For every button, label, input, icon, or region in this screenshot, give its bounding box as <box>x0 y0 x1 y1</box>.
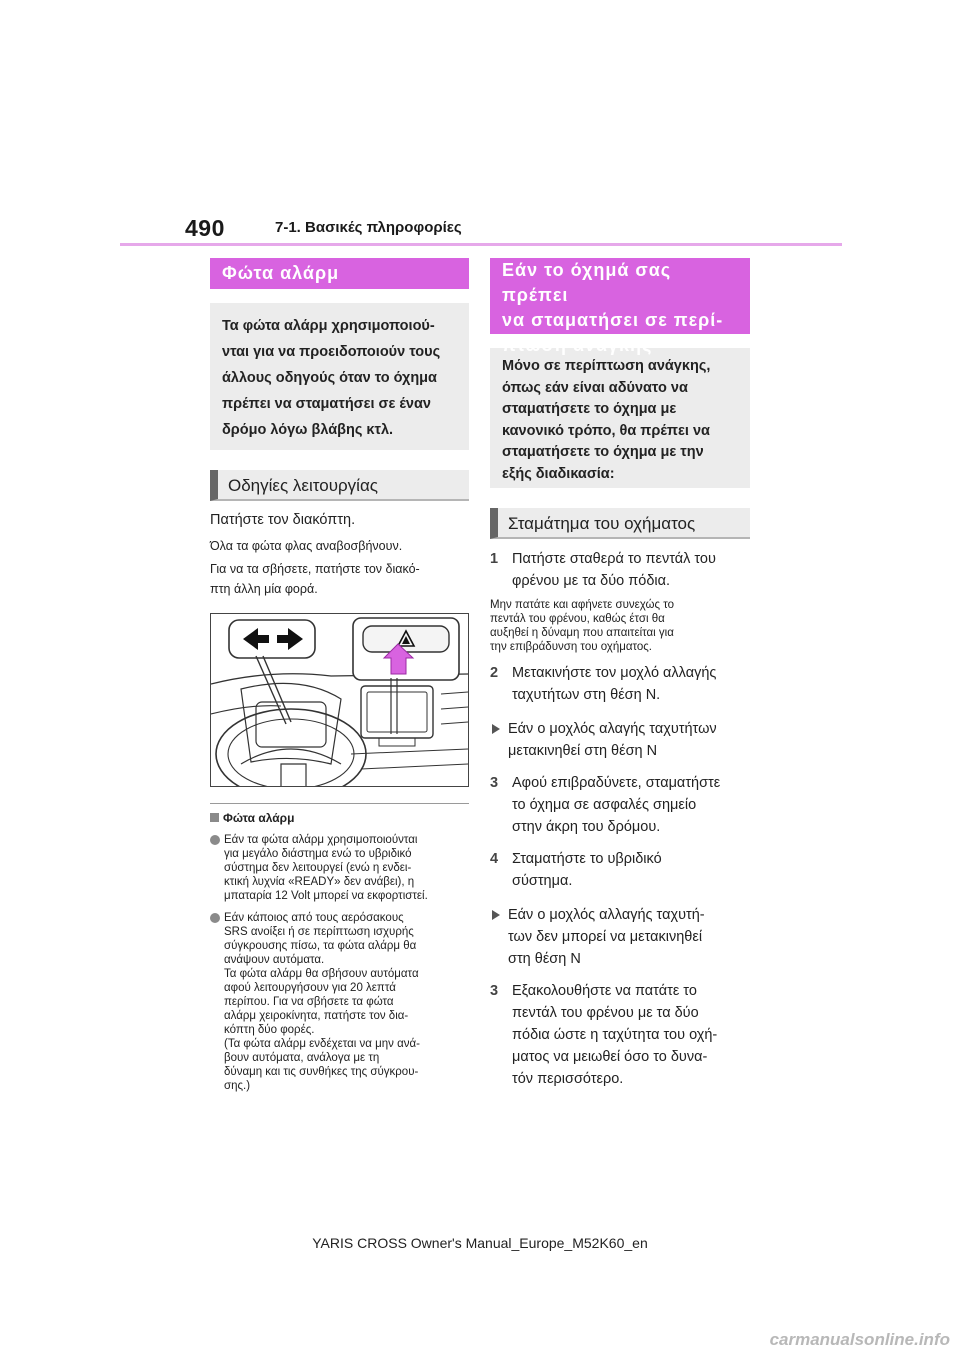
heading-stopping-vehicle: Σταμάτημα του οχήματος <box>490 508 750 539</box>
step-3: 3 Αφού επιβραδύνετε, σταματήστε το όχημα σε ασφαλές σημείο στην άκρη του δρόμου. <box>490 775 721 835</box>
divider <box>210 803 469 804</box>
step-1: 1 Πατήστε σταθερά το πεντάλ του φρένου με τα δύο πόδια. <box>490 551 716 589</box>
watermark: carmanualsonline.info <box>769 1330 950 1349</box>
left-column <box>210 258 469 1093</box>
bullet-battery: Εάν τα φώτα αλάρμ χρησιμοποιούνται για μεγάλο διάστημα ενώ το υβριδικό σύστημα δεν λειτουργεί (ενώ η ενδει- κτική λυχνία «READY» δεν ανάβει), η μπαταρία 12 Volt μπορεί να εκφορτιστεί. <box>210 833 469 903</box>
triangle-bullet-icon <box>492 724 500 734</box>
condition-cannot-shift: Εάν ο μοχλός αλλαγής ταχυτή- των δεν μπορεί να μετακινηθεί στη θέση N <box>490 904 750 970</box>
heading-hazard-lights: Φώτα αλάρμ <box>210 258 469 289</box>
bullet-dot-icon <box>210 913 220 923</box>
dashboard-drawing <box>211 614 468 786</box>
right-column <box>490 258 750 1090</box>
step-1-note: Μην πατάτε και αφήνετε συνεχώς το πεντάλ του φρένου, καθώς έτσι θα αυξηθεί η δύναμη που απαιτείται για την επιβράδυνση του οχήματος. <box>490 599 674 653</box>
intro-box: Τα φώτα αλάρμ χρησιμοποιού- νται για να προειδοποιούν τους άλλους οδηγούς όταν το όχημα πρέπει να σταματήσει σε έναν δρόμο λόγω βλάβης κτλ. <box>210 303 469 450</box>
step-4: 4 Σταματήστε το υβριδικό σύστημα. <box>490 851 662 889</box>
square-bullet-icon <box>210 813 219 822</box>
bullet-dot-icon <box>210 835 220 845</box>
bullet-airbags: Εάν κάποιος από τους αερόσακους SRS ανοίξει ή σε περίπτωση ισχυρής σύγκρουσης πίσω, τα φώτα αλάρμ θα ανάψουν αυτόματα. Τα φώτα αλάρμ θα σβήσουν αυτόματα αφού λειτουργήσουν για 20 λεπτά περίπου. Για να σβήσετε τα φώτα αλάρμ χειροκίνητα, πατήστε τον δια- κόπτη δύο φορές. (Τα φώτα αλάρμ ενδέχεται να μην ανά- βουν αυτόματα, ανάλογα με τη δύναμη και τις συνθήκες της σύγκρου- σης.) <box>210 911 469 1093</box>
heading-operating-instructions: Οδηγίες λειτουργίας <box>210 470 469 501</box>
emergency-intro-box: Μόνο σε περίπτωση ανάγκης, όπως εάν είναι αδύνατο να σταματήσετε το όχημα με κανονικό τρόπο, θα πρέπει να σταματήσετε το όχημα με την εξής διαδικασία: <box>490 348 750 488</box>
heading-emergency-stop: Εάν το όχημά σας πρέπει να σταματήσει σε περί- πτωση ανάγκης <box>490 258 750 334</box>
dashboard-illustration <box>210 613 469 787</box>
note-flashers: Όλα τα φώτα φλας αναβοσβήνουν. <box>210 539 403 553</box>
step-2: 2 Μετακινήστε τον μοχλό αλλαγής ταχυτήτων στη θέση N. <box>490 665 717 703</box>
instruction-text: Πατήστε τον διακόπτη. <box>210 512 356 528</box>
header-rule <box>120 243 842 246</box>
page-number: 490 <box>185 215 225 241</box>
triangle-bullet-icon <box>492 910 500 920</box>
subhead-hazard-lights: Φώτα αλάρμ <box>210 811 469 825</box>
step-continue-braking: 3 Εξακολουθήστε να πατάτε το πεντάλ του φρένου με τα δύο πόδια ώστε η ταχύτητα του οχή- ματος να μειωθεί όσο το δυνα- τόν περισσότερο. <box>490 983 718 1087</box>
condition-shift-n: Εάν ο μοχλός αλαγής ταχυτήτων μετακινηθεί στη θέση N <box>490 718 750 762</box>
section-title: 7-1. Βασικές πληροφορίες <box>275 219 462 236</box>
footer-manual-id: YARIS CROSS Owner's Manual_Europe_M52K60_en <box>312 1235 648 1251</box>
note-turn-off: Για να τα σβήσετε, πατήστε τον διακό- πτη άλλη μία φορά. <box>210 562 420 596</box>
